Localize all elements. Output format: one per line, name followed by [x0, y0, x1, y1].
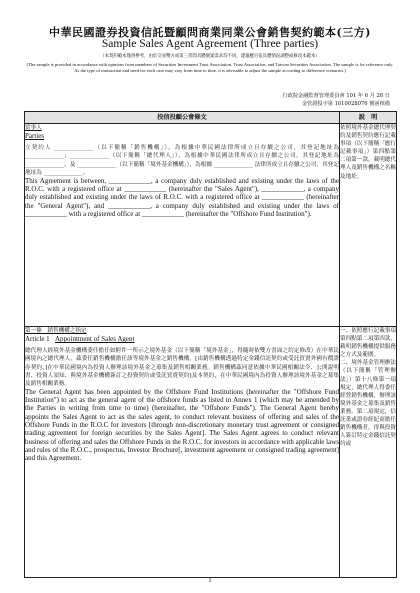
parties-clause-cell	[25, 124, 340, 327]
table-header-row	[25, 112, 397, 124]
parties-heading-en: Parties	[25, 132, 45, 141]
column-header-notes: 說 明	[340, 112, 397, 124]
parties-note: 依照境外基金總代理契約及銷售契約應行記載事項（以下簡稱「應行記載事項」）第四點第二項第一款，載明總代理人及銷售機構之名稱及地址。	[340, 125, 396, 180]
approval-reference	[282, 92, 390, 108]
approval-reference-line1: 行政院金融監督管理委員會 101 年 6 月 26 日	[282, 93, 390, 99]
document-title-en: Sample Sales Agent Agreement (Three parties)	[101, 38, 319, 50]
parties-heading-zh: 當事人	[25, 125, 42, 131]
article-1-heading-en: Article 1 Appointment of Sales Agent	[25, 335, 135, 344]
disclaimer-note-en: (The sample is provided in accordance with opinions from members of Securities Investment Trust Association, Trust Association, and Taiwan Securities Association. The sample is for reference only. As the type of transaction and need for each case may vary from time to time, it is advisable to adjust the sample according to difference scenarios.)	[26, 62, 394, 73]
parties-note-cell	[340, 124, 397, 327]
column-header-clauses: 投信投顧公會條文	[25, 112, 340, 124]
parties-text-zh: 立契約人 ______________（以下簡稱「銷售機構」），為根據中華民國法律所成立且存續之公司，其登記地址為 ______________；______________（以下簡稱「總代理人」），為根據中華民國法律所成立且存續之公司，其登記地址為 ______________，及 ______________（以下簡稱「境外基金機構」），為根據 ______________ 法律所成立且存續之公司，其登記地址為 ______________。	[25, 145, 339, 176]
document-title-zh: 中華民國證券投資信託暨顧問商業同業公會銷售契約範本(三方)	[49, 26, 371, 39]
article-1-text-zh: 總代理人經境外基金機構委任擔任如附件一所示之境外基金（以下簡稱「境外基金」，得隨時依雙方書面之約定修改）在中華民國境內之總代理人，茲委任銷售機構擔任該等境外基金之銷售機構，[由銷售機構透過特定金錢信託契約或受託買賣外國有價證券契約，]在中華民國境內為投資人辦理該境外基金之募集及銷售相關業務。銷售機構茲同意依據中華民國相關法令、公開說明書、投資人須知、與境外基金機構簽訂之投資契約或受託買賣契約]及本契約，在中華民國境內為投資人辦理該境外基金之募集及銷售相關業務。	[25, 348, 339, 387]
parties-text-en: This Agreement is between, ____________, a company duly established and existing under the laws of the R.O.C. with a registered office at ____________ (hereinafter the "Sales Agent"), ____________, a company duly established and existing under the laws of R.O.C. with a registered office at ____________ (hereinafter the "General Agent"), and ____________, a company duly established and existing under the laws of ____________ with a registered office at ____________ (hereinafter the "Offshore Fund Institution").	[25, 176, 339, 218]
approval-reference-line2: 金管證投字第 1010028076 號函核備	[301, 101, 390, 107]
table-row-article-1	[25, 327, 397, 578]
article-1-note: 一、依照應行記載事項第四點第二項第四款，載明銷售機構提供服務之方式及範圍。 二、境外基金管理辦法（以下簡稱「管理辦法」）第十八條第一項規定，總代理人得委任經營銷售機構，辦理該境外基金之募集及銷售業務。第二項規定，信託業或證券經紀商擔任銷售機構者，得與投資人簽訂特定金錢信託契約或	[340, 328, 396, 448]
table-row-parties	[25, 124, 397, 327]
page-number: 1	[208, 578, 212, 584]
agreement-table	[24, 111, 397, 578]
article-1-heading-zh: 第一條 銷售機構之指定	[25, 328, 87, 334]
article-1-text-en: The General Agent has been appointed by the Offshore Fund Institutions (hereinafter the "Offshore Fund Institution") to act as the general agent of the offshore funds as listed in Annex 1 (which may be amended by the Parties in writing from time to time) (hereinafter, the "Offshore Funds"). The General Agent hereby appoints the Sales Agent to act as the sales agent, to conduct relevant business of offering and sales of the Offshore Funds in the R.O.C for investors [through non-discretionary monetary trust agreement or consigned trading agreement for foreign securities by the Sales Agent]. The Sales Agent agrees to conduct relevant business of offering and sales the Offshore Funds in the R.O.C. for investors in accordance with applicable laws and rules of the R.O.C., prospectus, Investor Brochure[, investment agreement or consigned trading agreement] and this Agreement.	[25, 387, 339, 463]
disclaimer-note-zh: （本契約範本僅供參考，由於交易雙方或第三者間具體個案需求均不同，建議應另依具體情況調整或修改本範本）	[100, 54, 320, 59]
